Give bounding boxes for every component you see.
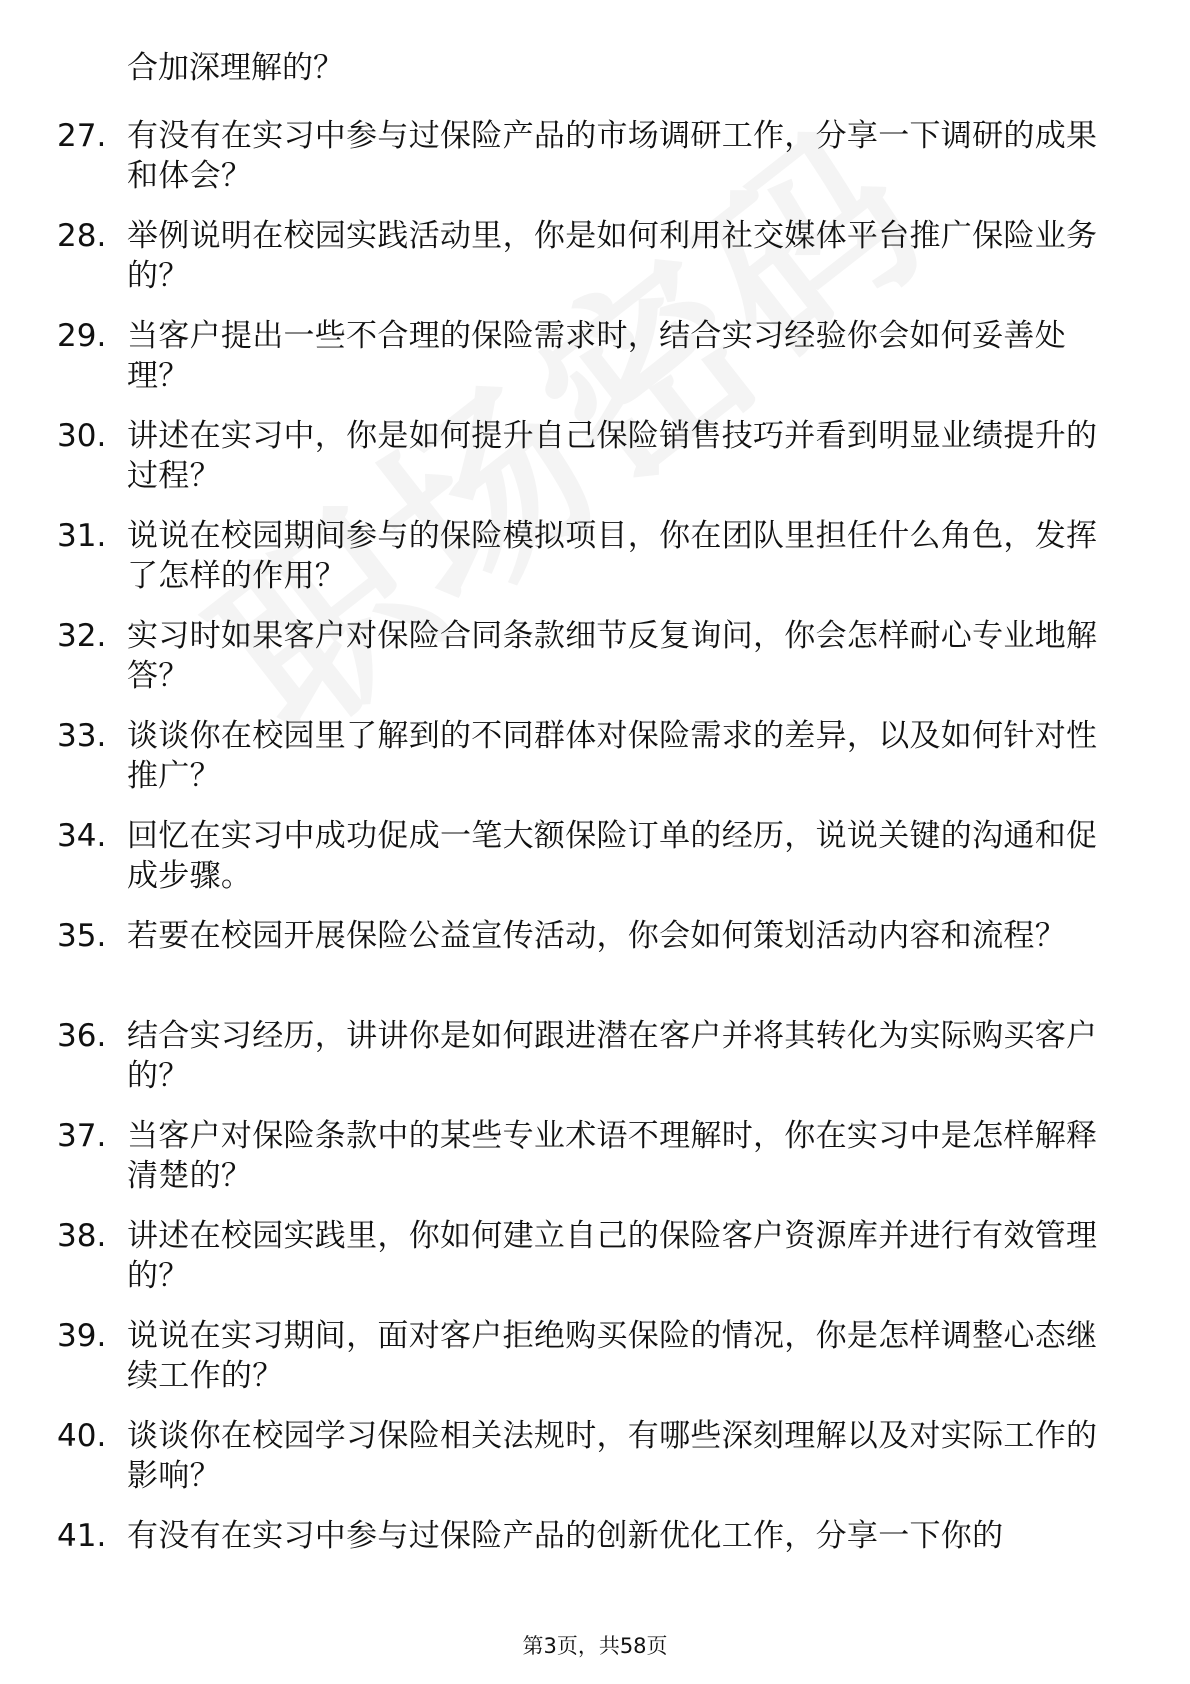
- question-item-29: [0, 308, 1190, 408]
- question-text: 若要在校园开展保险公益宣传活动，你会如何策划活动内容和流程？: [127, 918, 1066, 954]
- question-number: 27.: [57, 118, 107, 154]
- question-item-35: [0, 908, 1190, 1008]
- question-text: 讲述在校园实践里，你如何建立自己的保险客户资源库并进行有效管理的？: [127, 1218, 1098, 1294]
- question-number: 39.: [57, 1318, 107, 1354]
- question-text: 说说在校园期间参与的保险模拟项目，你在团队里担任什么角色，发挥了怎样的作用？: [127, 518, 1098, 594]
- question-item-34: [0, 808, 1190, 908]
- question-text: 有没有在实习中参与过保险产品的市场调研工作，分享一下调研的成果和体会？: [127, 118, 1098, 194]
- question-number: 38.: [57, 1218, 107, 1254]
- page-number-footer: 第3页，共58页: [522, 1634, 668, 1658]
- question-item-37: [0, 1108, 1190, 1208]
- question-number: 36.: [57, 1018, 107, 1054]
- question-number: 34.: [57, 818, 107, 854]
- question-item-40: [0, 1408, 1190, 1508]
- question-text: 当客户提出一些不合理的保险需求时，结合实习经验你会如何妥善处理？: [127, 318, 1066, 394]
- question-text: 结合实习经历，讲讲你是如何跟进潜在客户并将其转化为实际购买客户的？: [127, 1018, 1098, 1094]
- continued-question-text: 合加深理解的？: [127, 50, 344, 86]
- question-item-38: [0, 1208, 1190, 1308]
- question-item-30: [0, 408, 1190, 508]
- question-number: 31.: [57, 518, 107, 554]
- question-number: 37.: [57, 1118, 107, 1154]
- question-item-28: [0, 208, 1190, 308]
- question-number: 35.: [57, 918, 107, 954]
- question-item-36: [0, 1008, 1190, 1108]
- question-text: 说说在实习期间，面对客户拒绝购买保险的情况，你是怎样调整心态继续工作的？: [127, 1318, 1098, 1394]
- question-number: 30.: [57, 418, 107, 454]
- question-item-32: [0, 608, 1190, 708]
- question-number: 32.: [57, 618, 107, 654]
- question-number: 29.: [57, 318, 107, 354]
- question-text: 谈谈你在校园学习保险相关法规时，有哪些深刻理解以及对实际工作的影响？: [127, 1418, 1098, 1494]
- question-text: 谈谈你在校园里了解到的不同群体对保险需求的差异，以及如何针对性推广？: [127, 718, 1098, 794]
- question-item-33: [0, 708, 1190, 808]
- question-item-31: [0, 508, 1190, 608]
- question-text: 当客户对保险条款中的某些专业术语不理解时，你在实习中是怎样解释清楚的？: [127, 1118, 1098, 1194]
- question-number: 40.: [57, 1418, 107, 1454]
- question-text: 讲述在实习中，你是如何提升自己保险销售技巧并看到明显业绩提升的过程？: [127, 418, 1098, 494]
- question-number: 28.: [57, 218, 107, 254]
- question-list: [0, 108, 1190, 1608]
- question-text: 举例说明在校园实践活动里，你是如何利用社交媒体平台推广保险业务的？: [127, 218, 1098, 294]
- question-item-39: [0, 1308, 1190, 1408]
- question-text: 回忆在实习中成功促成一笔大额保险订单的经历，说说关键的沟通和促成步骤。: [127, 818, 1098, 894]
- question-text: 实习时如果客户对保险合同条款细节反复询问，你会怎样耐心专业地解答？: [127, 618, 1098, 694]
- question-number: 41.: [57, 1518, 107, 1554]
- question-text: 有没有在实习中参与过保险产品的创新优化工作，分享一下你的: [127, 1518, 1004, 1554]
- question-item-41: [0, 1508, 1190, 1608]
- question-item-27: [0, 108, 1190, 208]
- question-number: 33.: [57, 718, 107, 754]
